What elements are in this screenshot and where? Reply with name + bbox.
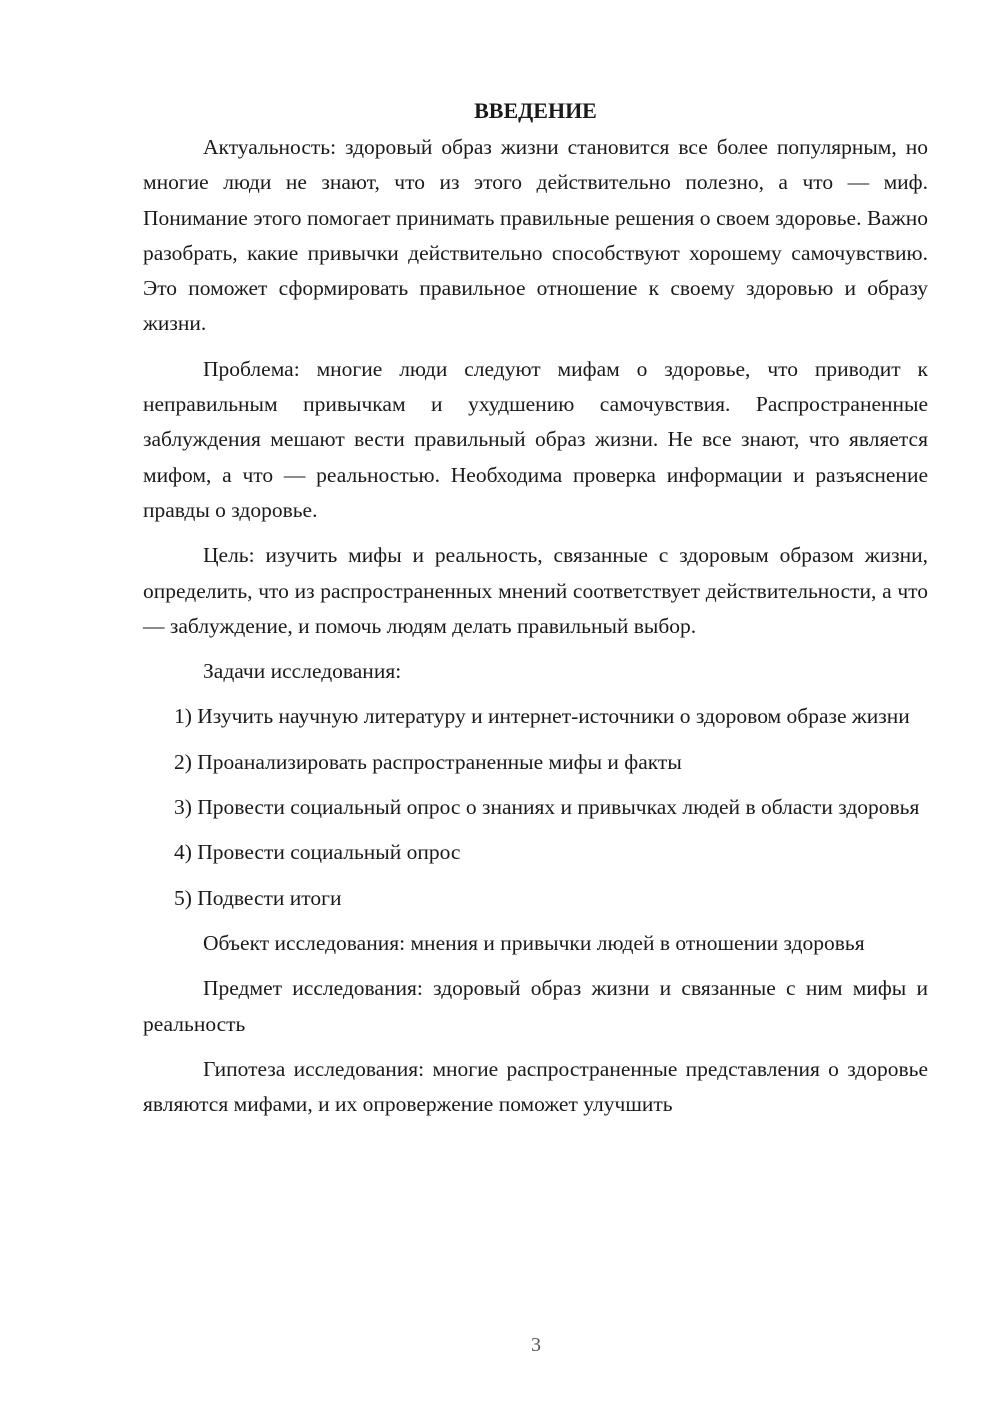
relevance-paragraph: Актуальность: здоровый образ жизни становится все более популярным, но многие люди не знают, что из этого действительно полезно, а что — миф. Понимание этого помогает принимать правильные решения о своем здоровье. Важно разобрать, какие привычки действительно способствуют хорошему самочувствию. Это поможет сформировать правильное отношение к своему здоровью и образу жизни. [143, 135, 928, 336]
page-number: 3 [531, 1334, 541, 1356]
problem-paragraph: Проблема: многие люди следуют мифам о здоровье, что приводит к неправильным привычкам и ухудшению самочувствия. Распространенные заблуждения мешают вести правильный образ жизни. Не все знают, что является мифом, а что — реальностью. Необходима проверка информации и разъяснение правды о здоровье. [143, 356, 928, 522]
task-item: 3) Провести социальный опрос о знаниях и привычках людей в области здоровья [174, 795, 920, 820]
task-item: 4) Провести социальный опрос [174, 840, 461, 865]
document-page [143, 96, 928, 1132]
object-paragraph: Объект исследования: мнения и привычки людей в отношении здоровья [203, 930, 865, 955]
task-item: 1) Изучить научную литературу и интернет-источники о здоровом образе жизни [174, 704, 910, 729]
task-item: 2) Проанализировать распространенные мифы и факты [174, 749, 682, 774]
hypothesis-paragraph: Гипотеза исследования: многие распространенные представления о здоровье являются мифами, и их опровержение поможет улучшить [143, 1056, 928, 1117]
goal-paragraph: Цель: изучить мифы и реальность, связанные с здоровым образом жизни, определить, что из распространенных мнений соответствует действительности, а что — заблуждение, и помочь людям делать правильный выбор. [143, 543, 928, 638]
subject-paragraph: Предмет исследования: здоровый образ жизни и связанные с ним мифы и реальность [143, 976, 928, 1036]
task-item: 5) Подвести итоги [174, 885, 342, 910]
tasks-heading: Задачи исследования: [203, 659, 402, 684]
section-heading: ВВЕДЕНИЕ [474, 98, 597, 123]
